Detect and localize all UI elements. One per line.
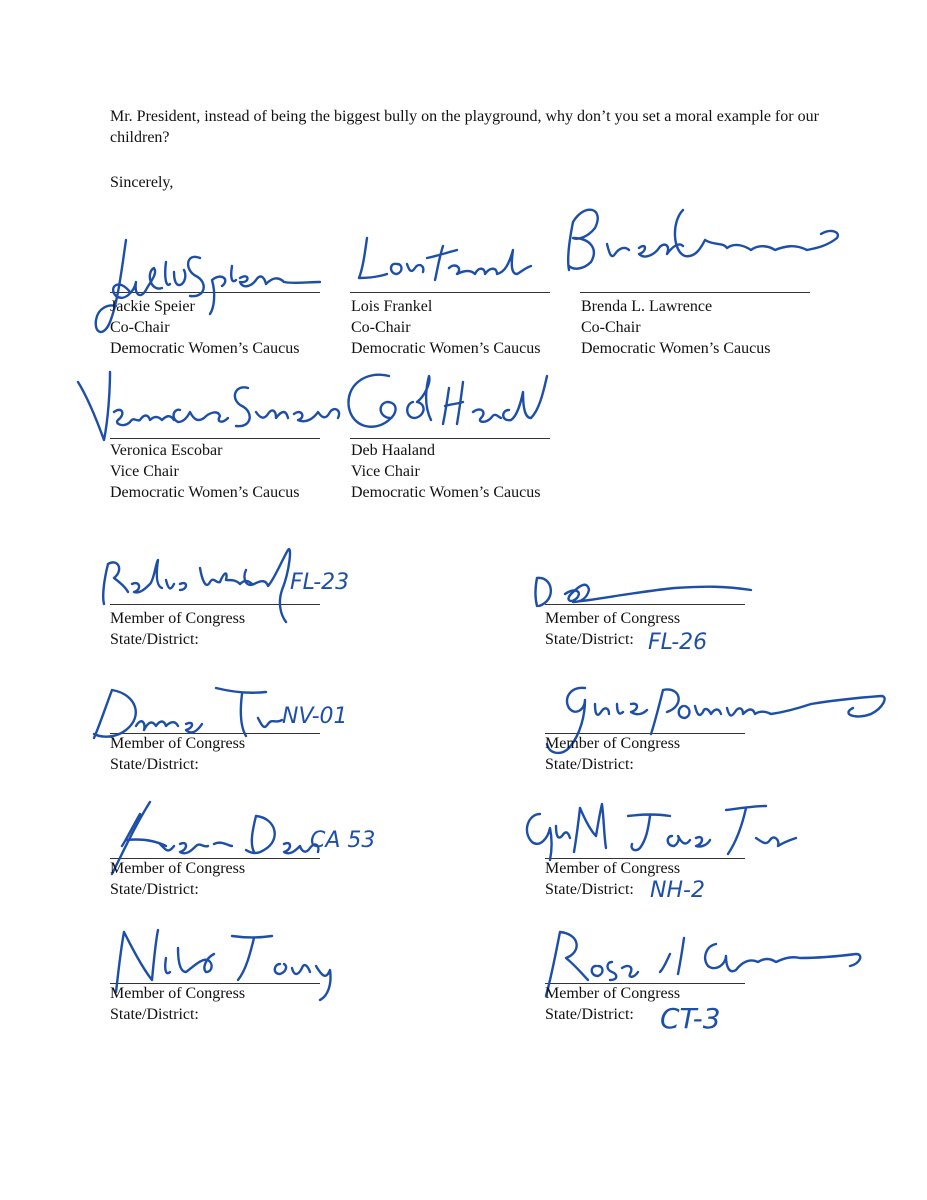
signature-frankel bbox=[345, 228, 575, 298]
district-label: State/District: bbox=[545, 756, 634, 773]
signatory-frankel bbox=[351, 296, 540, 359]
signatory-title: Vice Chair bbox=[351, 463, 420, 480]
district-handwriting: CA 53 bbox=[310, 828, 376, 853]
signatory-org: Democratic Women’s Caucus bbox=[110, 484, 300, 501]
member-signature-block bbox=[110, 858, 245, 900]
signatory-org: Democratic Women’s Caucus bbox=[351, 484, 541, 501]
member-signature-block bbox=[110, 608, 245, 650]
signatory-name: Deb Haaland bbox=[351, 442, 435, 459]
member-label: Member of Congress bbox=[110, 985, 246, 1002]
district-handwriting: FL-26 bbox=[648, 630, 708, 655]
member-label: Member of Congress bbox=[110, 610, 246, 627]
closing-paragraph: Mr. President, instead of being the biggest bully on the playground, why don’t you set a moral example for our children? bbox=[110, 108, 819, 146]
signatory-title: Co-Chair bbox=[351, 319, 411, 336]
signature-line bbox=[580, 292, 810, 293]
district-handwriting: CT-3 bbox=[660, 1002, 721, 1035]
member-label: Member of Congress bbox=[110, 860, 246, 877]
signatory-name: Lois Frankel bbox=[351, 298, 433, 315]
signatory-title: Co-Chair bbox=[110, 319, 170, 336]
member-label: Member of Congress bbox=[110, 735, 246, 752]
signatory-name: Veronica Escobar bbox=[110, 442, 223, 459]
signatory-speier bbox=[110, 296, 299, 359]
member-label: Member of Congress bbox=[545, 860, 681, 877]
signature-lawrence bbox=[555, 192, 845, 282]
signatory-name: Brenda L. Lawrence bbox=[581, 298, 713, 315]
member-signature-block bbox=[545, 608, 680, 650]
member-signature-block bbox=[545, 733, 680, 775]
signatory-org: Democratic Women’s Caucus bbox=[581, 340, 771, 357]
signature-escobar bbox=[70, 362, 350, 452]
member-signature-block bbox=[545, 983, 680, 1025]
member-signature-block bbox=[110, 733, 245, 775]
district-handwriting: NV-01 bbox=[282, 704, 348, 729]
signatory-name: Jackie Speier bbox=[110, 298, 195, 315]
district-label: State/District: bbox=[545, 631, 634, 648]
district-label: State/District: bbox=[110, 756, 199, 773]
signatory-org: Democratic Women’s Caucus bbox=[351, 340, 541, 357]
signatory-haaland bbox=[351, 440, 540, 503]
member-label: Member of Congress bbox=[545, 610, 681, 627]
district-label: State/District: bbox=[545, 1006, 634, 1023]
district-label: State/District: bbox=[110, 1006, 199, 1023]
member-label: Member of Congress bbox=[545, 735, 681, 752]
signatory-org: Democratic Women’s Caucus bbox=[110, 340, 300, 357]
district-handwriting: FL-23 bbox=[290, 570, 350, 595]
signature-haaland bbox=[325, 362, 565, 452]
member-signature-block bbox=[545, 858, 680, 900]
signatory-title: Vice Chair bbox=[110, 463, 179, 480]
valediction: Sincerely, bbox=[110, 174, 174, 191]
district-label: State/District: bbox=[110, 631, 199, 648]
signatory-title: Co-Chair bbox=[581, 319, 641, 336]
district-label: State/District: bbox=[110, 881, 199, 898]
district-handwriting: NH-2 bbox=[650, 878, 705, 903]
signatory-lawrence bbox=[581, 296, 770, 359]
district-label: State/District: bbox=[545, 881, 634, 898]
signatory-escobar bbox=[110, 440, 299, 503]
member-label: Member of Congress bbox=[545, 985, 681, 1002]
member-signature-block bbox=[110, 983, 245, 1025]
